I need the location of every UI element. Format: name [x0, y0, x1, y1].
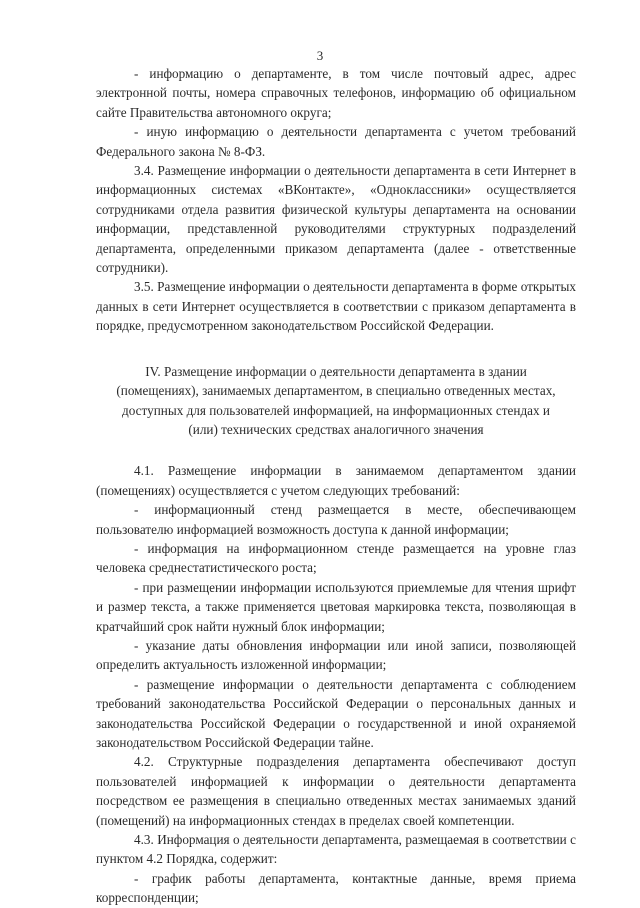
document-body [96, 64, 576, 908]
paragraph: - информацию о департаменте, в том числе почтовый адрес, адрес электронной почты, номера справочных телефонов, информацию об официальном сайте Правительства автономного округа; [96, 66, 576, 120]
section-heading: IV. Размещение информации о деятельности департамента в здании (помещениях), занимаемых департаментом, в специально отведенных местах, доступных для пользователей информацией, на информационных стендах и (или) технических средствах аналогичного значения [116, 363, 556, 437]
paragraph: 4.3. Информация о деятельности департамента, размещаемая в соответствии с пунктом 4.2 Порядка, содержит: [96, 832, 576, 867]
paragraph: 4.1. Размещение информации в занимаемом департаментом здании (помещениях) осуществляется с учетом следующих требований: [96, 463, 576, 498]
paragraph: - размещение информации о деятельности департамента с соблюдением требований законодательства Российской Федерации о персональных данных и законодательства Российской Федерации о государственной и иной охраняемой законодательством Российской Федерации тайне. [96, 676, 576, 750]
paragraph: - указание даты обновления информации или иной записи, позволяющей определить актуальность изложенной информации; [96, 637, 576, 673]
paragraph: - при размещении информации используются приемлемые для чтения шрифт и размер текста, а также применяется цветовая маркировка текста, позволяющая в кратчайший срок найти нужный блок информации; [96, 579, 576, 634]
paragraph: 3.5. Размещение информации о деятельности департамента в форме открытых данных в сети Интернет осуществляется в соответствии с приказом департамента в порядке, предусмотренном законодательством Российской Федерации. [96, 279, 576, 334]
paragraph: 4.2. Структурные подразделения департамента обеспечивают доступ пользователей информацией к информации о деятельности департамента посредством ее размещения в специально отведенных местах занимаемых зданий (помещений) на информационных стендах в пределах своей компетенции. [96, 754, 576, 828]
paragraph: - информация на информационном стенде размещается на уровне глаз человека среднестатистического роста; [96, 540, 576, 576]
paragraph: - иную информацию о деятельности департамента с учетом требований Федерального закона № 8-ФЗ. [96, 124, 576, 159]
paragraph: 3.4. Размещение информации о деятельности департамента в сети Интернет в информационных системах «ВКонтакте», «Одноклассники» осуществляется сотрудниками отдела развития физической культуры департамента на основании информации, представленной руководителями структурных подразделений департамента, определенными приказом департамента (далее - ответственные сотрудники). [96, 163, 576, 276]
paragraph: - график работы департамента, контактные данные, время приема корреспонденции; [96, 870, 576, 906]
paragraph: - информационный стенд размещается в месте, обеспечивающем пользователю информацией возможность доступа к данной информации; [96, 502, 576, 537]
page-number: 3 [316, 48, 324, 63]
